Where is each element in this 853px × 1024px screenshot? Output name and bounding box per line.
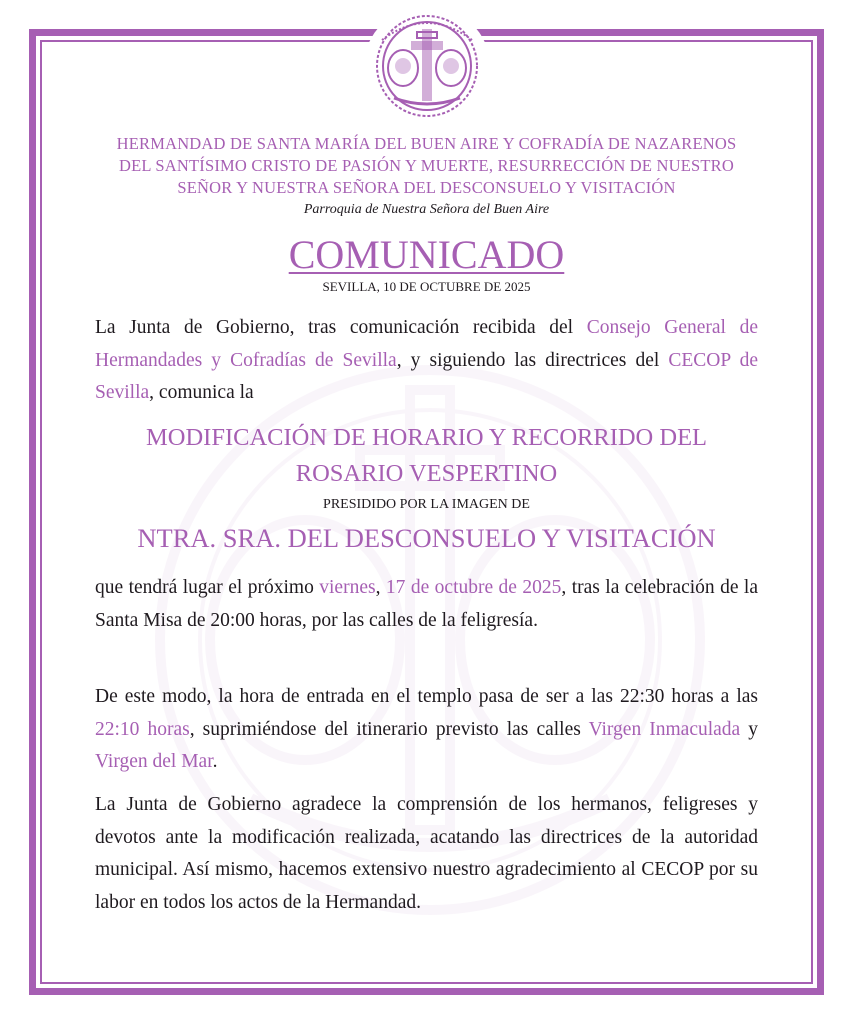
- highlight-street-2: Virgen del Mar: [95, 751, 213, 772]
- paragraph-text: ,: [375, 577, 386, 598]
- document-title: COMUNICADO: [288, 232, 565, 277]
- paragraph-text: que tendrá lugar el próximo: [95, 577, 320, 598]
- paragraph-text: , comunica la: [149, 382, 254, 403]
- announcement-heading-line-2: ROSARIO VESPERTINO: [295, 460, 558, 487]
- highlight-street-1: Virgen Inmaculada: [588, 718, 741, 740]
- paragraph-text: , suprimiéndose del itinerario previsto las calles: [189, 718, 589, 740]
- header-line-3: SEÑOR Y NUESTRA SEÑORA DEL DESCONSUELO Y VISITACIÓN: [177, 178, 676, 197]
- brotherhood-header: [80, 133, 773, 220]
- highlight-date: 17 de octubre de 2025: [385, 577, 562, 598]
- image-name-heading: NTRA. SRA. DEL DESCONSUELO Y VISITACIÓN: [137, 523, 716, 553]
- header-line-2: DEL SANTÍSIMO CRISTO DE PASIÓN Y MUERTE, RESURRECCIÓN DE NUESTRO: [118, 156, 735, 175]
- paragraph-intro: [95, 312, 758, 410]
- presided-by-label: PRESIDIDO POR LA IMAGEN DE: [323, 497, 530, 512]
- paragraph-text: , tras la celebración de la Santa Misa de 20:00 horas, por las calles de la feligresía.: [95, 577, 758, 631]
- highlight-time: 22:10 horas: [95, 718, 190, 740]
- seal-container: [364, 6, 490, 126]
- announcement-heading-line-1: MODIFICACIÓN DE HORARIO Y RECORRIDO DEL: [146, 424, 707, 451]
- header-line-1: HERMANDAD DE SANTA MARÍA DEL BUEN AIRE Y COFRADÍA DE NAZARENOS: [116, 134, 737, 153]
- highlight-weekday: viernes: [319, 577, 376, 598]
- paragraph-schedule: [95, 681, 758, 779]
- paragraph-text: .: [212, 751, 218, 772]
- document-date: SEVILLA, 10 DE OCTUBRE DE 2025: [322, 279, 531, 294]
- paragraph-text: De este modo, la hora de entrada en el templo pasa de ser a las 22:30 horas a las: [95, 686, 758, 707]
- highlight-consejo: Consejo General de Hermandades y Cofradías de Sevilla: [95, 317, 758, 371]
- paragraph-text: La Junta de Gobierno, tras comunicación recibida del: [95, 317, 587, 338]
- paragraph-text: , y siguiendo las directrices del: [396, 349, 669, 371]
- paragraph-date: [95, 572, 758, 637]
- brotherhood-seal-icon: [372, 10, 482, 122]
- highlight-cecop: CECOP de Sevilla: [95, 349, 758, 403]
- paragraph-text: y: [740, 718, 759, 740]
- paragraph-thanks: La Junta de Gobierno agradece la comprensión de los hermanos, feligreses y devotos ante la modificación realizada, acatando las directrices de la autoridad municipal. Así mismo, hacemos extensivo nuestro agradecimiento al CECOP por su labor en todos los actos de la Hermandad.: [95, 794, 758, 913]
- parish-name: Parroquia de Nuestra Señora del Buen Aire: [303, 202, 550, 217]
